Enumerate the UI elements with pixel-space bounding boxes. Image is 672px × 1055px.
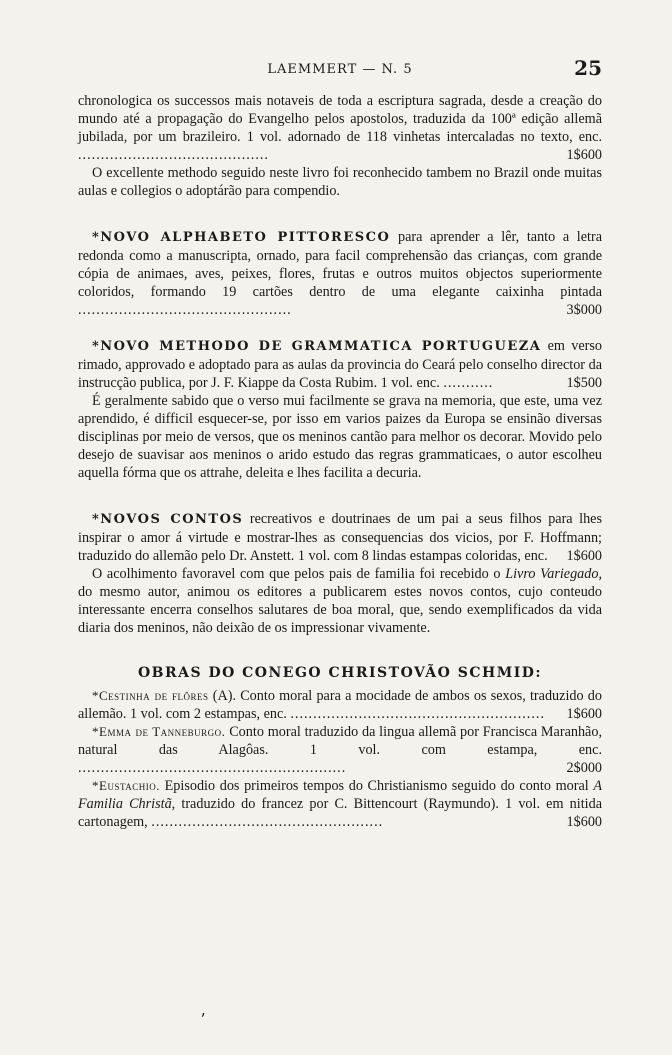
- schmid-item-price: 1$600: [566, 814, 602, 830]
- schmid-item-text-before: Episodio dos primeiros tempos do Christianismo seguido do conto moral: [159, 778, 594, 794]
- schmid-item-title: *Cestinha de flôres: [92, 688, 209, 703]
- schmid-item-price: 2$000: [566, 760, 602, 776]
- page-number: 25: [574, 56, 602, 80]
- schmid-item-dots: ...................................................: [151, 814, 384, 830]
- schmid-item-text-italic: A Familia Christã,: [78, 778, 602, 812]
- entry-methodo-dots: ...........: [443, 375, 494, 391]
- entry-methodo-title: *NOVO METHODO DE GRAMMATICA PORTUGUEZA: [92, 339, 542, 354]
- schmid-item-cestinha: [78, 687, 602, 723]
- entry-alphabeto-price: 3$000: [566, 302, 602, 318]
- entry-contos: [78, 510, 602, 637]
- entry-contos-note: [78, 565, 602, 637]
- schmid-item-eustachio: [78, 777, 602, 831]
- entry-contos-title: *NOVOS CONTOS: [92, 512, 244, 527]
- entry-contos-text: recreativos e doutrinaes de um pai a seus filhos para lhes inspirar o amor á virtude e mostrar-lhes as consequencias dos vicios, por F. Hoffmann; traduzido do allemão pelo Dr. Anstett. 1 vol. com 8 lindas estampas coloridas, enc.: [78, 511, 602, 564]
- running-head: LAEMMERT — N. 5: [267, 62, 413, 77]
- schmid-item-text: Conto moral para a mocidade de ambos os sexos, traduzido do allemão. 1 vol. com 2 estampas, enc.: [78, 688, 602, 722]
- entry-alphabeto-text: para aprender a lêr, tanto a letra redonda como a manuscripta, ornado, para facil comprehensão das crianças, com grande cópia de animaes, aves, peixes, flores, frutas e outros muitos objectos superiormente coloridos, formando 19 cartões dentro de uma elegante caixinha pintada: [78, 229, 603, 300]
- entry-contos-note-after: do mesmo autor, animou os editores a publicarem estes novos contos, cujo conteudo interessante encerra conselhos salutares de boa moral, que, sendo exemplificados da vida diaria dos meninos, não deixão de os impressionar vivamente.: [78, 584, 602, 636]
- entry-contos-price: 1$600: [566, 548, 602, 564]
- entry-alphabeto-dots: ...............................................: [78, 302, 292, 318]
- entry-methodo-text: em verso rimado, approvado e adoptado para as aulas da provincia do Ceará pelo conselho director da instrucção publica, por J. F. Kiappe da Costa Rubim. 1 vol. enc.: [78, 338, 602, 391]
- entry-intro-text: chronologica os successos mais notaveis de toda a escriptura sagrada, desde a creação do mundo até a propagação do Evangelho pelos apostolos, traduzida da 100ª edição allemã jubilada, por um brazileiro. 1 vol. adornado de 118 vinhetas intercaladas no texto, enc.: [78, 93, 602, 145]
- schmid-item-text-after: traduzido do francez por C. Bittencourt (Raymundo). 1 vol. em nitida cartonagem,: [78, 796, 602, 830]
- entry-alphabeto: [78, 228, 602, 319]
- schmid-item-text: Conto moral traduzido da lingua allemã por Francisca Maranhão, natural das Alagôas. 1 vol. com estampa, enc.: [78, 724, 602, 758]
- entry-methodo-note: É geralmente sabido que o verso mui facilmente se grava na memoria, que este, uma vez aprendido, é difficil esquecer-se, por isso em varios paizes da Europa se ensinão diversas disciplinas por meio de versos, que os meninos cantão para melhor os decorar. Movido pelo desejo de suavisar aos meninos o arido estudo das regras grammaticaes, o autor escolheu aquella fórma que os attrahe, deleita e lhes facilita a decuria.: [78, 393, 602, 481]
- page-header: [78, 54, 602, 92]
- entry-intro-note: O excellente methodo seguido neste livro foi reconhecido tambem no Brazil onde muitas aulas e collegios o adoptárão para compendio.: [78, 165, 602, 199]
- entry-alphabeto-title: *NOVO ALPHABETO PITTORESCO: [92, 230, 391, 245]
- entry-methodo: [78, 337, 602, 482]
- entry-intro-dots: ..........................................: [78, 147, 269, 163]
- section-heading-schmid: OBRAS DO CONEGO CHRISTOVÃO SCHMID:: [137, 665, 543, 681]
- entry-intro-price: 1$600: [566, 147, 602, 163]
- stray-mark: ʼ: [200, 1010, 206, 1029]
- schmid-item-emma: [78, 723, 602, 777]
- schmid-item-title: *Eustachio.: [92, 778, 160, 793]
- schmid-item-title: *Emma de Tanneburgo.: [92, 724, 226, 739]
- entry-intro: [78, 92, 602, 200]
- schmid-item-dots: ...........................................................: [78, 760, 347, 776]
- entry-contos-note-italic: Livro Variegado,: [505, 566, 602, 582]
- schmid-item-label-suffix: (A).: [208, 688, 236, 704]
- schmid-item-dots: ........................................................: [290, 706, 545, 722]
- schmid-item-price: 1$600: [566, 706, 602, 722]
- entry-contos-note-before: O acolhimento favoravel com que pelos pais de familia foi recebido o: [92, 566, 506, 582]
- entry-methodo-price: 1$500: [566, 375, 602, 391]
